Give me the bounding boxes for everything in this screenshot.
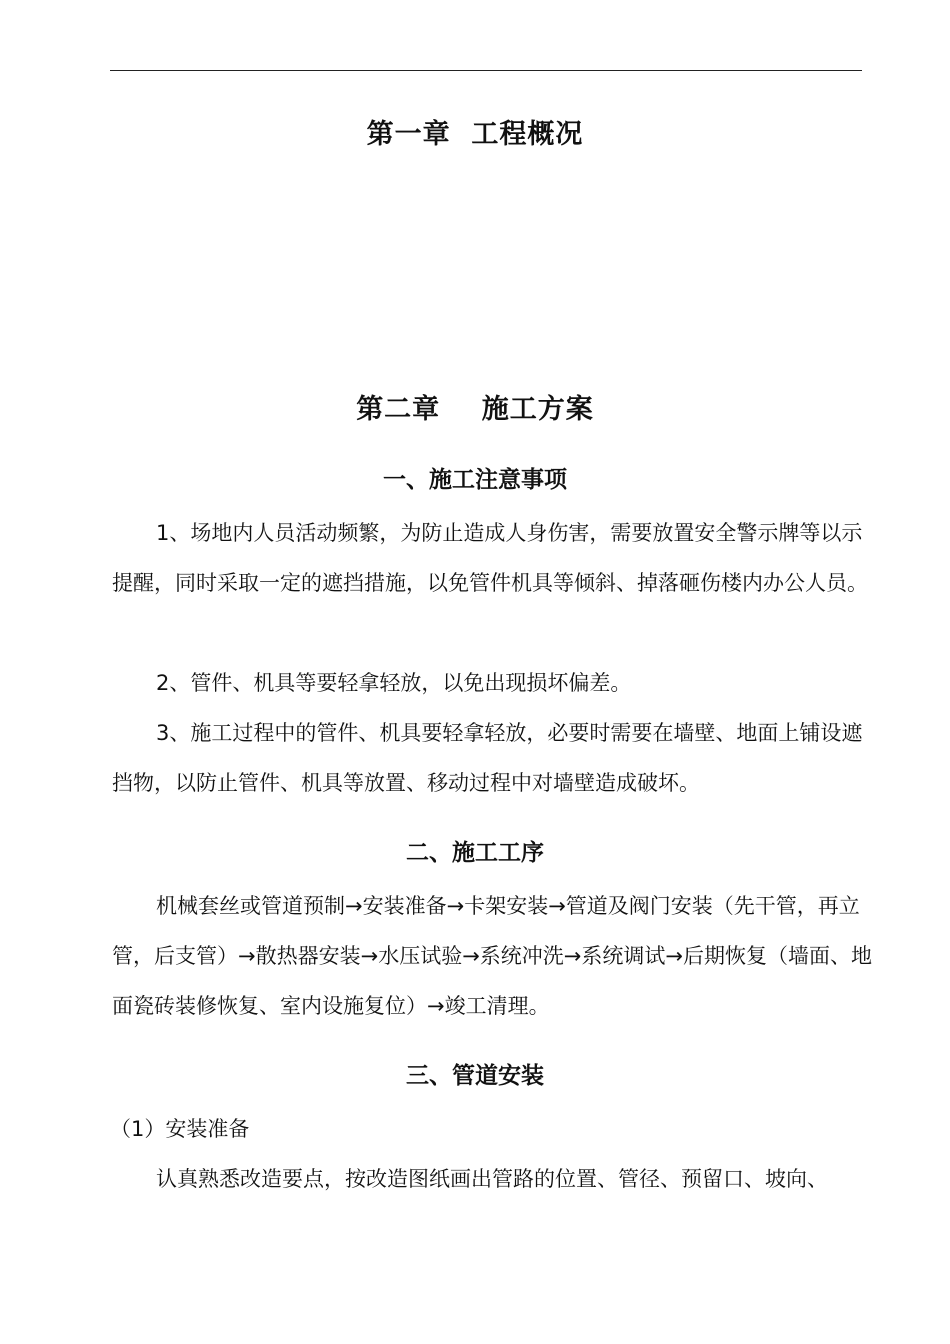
chapter-2-title: 第二章 施工方案: [356, 394, 594, 425]
section-2-title: 二、施工工序: [406, 840, 544, 866]
chapter-1-title: 第一章 工程概况: [366, 119, 584, 150]
section-1-paragraph-3: 3、施工过程中的管件、机具要轻拿轻放，必要时需要在墙壁、地面上铺设遮挡物，以防止管件、机具等放置、移动过程中对墙壁造成破坏。: [112, 721, 863, 795]
section-3-paragraph: 认真熟悉改造要点，按改造图纸画出管路的位置、管径、预留口、坡向、: [156, 1167, 828, 1191]
section-3-subheading: （1）安装准备: [110, 1117, 250, 1141]
section-1-paragraph-1: 1、场地内人员活动频繁，为防止造成人身伤害，需要放置安全警示牌等以示提醒，同时采取一定的遮挡措施，以免管件机具等倾斜、掉落砸伤楼内办公人员。: [112, 521, 868, 595]
section-1-title: 一、施工注意事项: [383, 467, 567, 493]
header-rule: [110, 70, 862, 71]
section-3-title: 三、管道安装: [406, 1063, 544, 1089]
section-2-paragraph: 机械套丝或管道预制→安装准备→卡架安装→管道及阀门安装（先干管，再立管，后支管）→散热器安装→水压试验→系统冲洗→系统调试→后期恢复（墙面、地面瓷砖装修恢复、室内设施复位）→竣工清理。: [112, 894, 872, 1018]
section-1-paragraph-2: 2、管件、机具等要轻拿轻放，以免出现损坏偏差。: [156, 671, 632, 695]
